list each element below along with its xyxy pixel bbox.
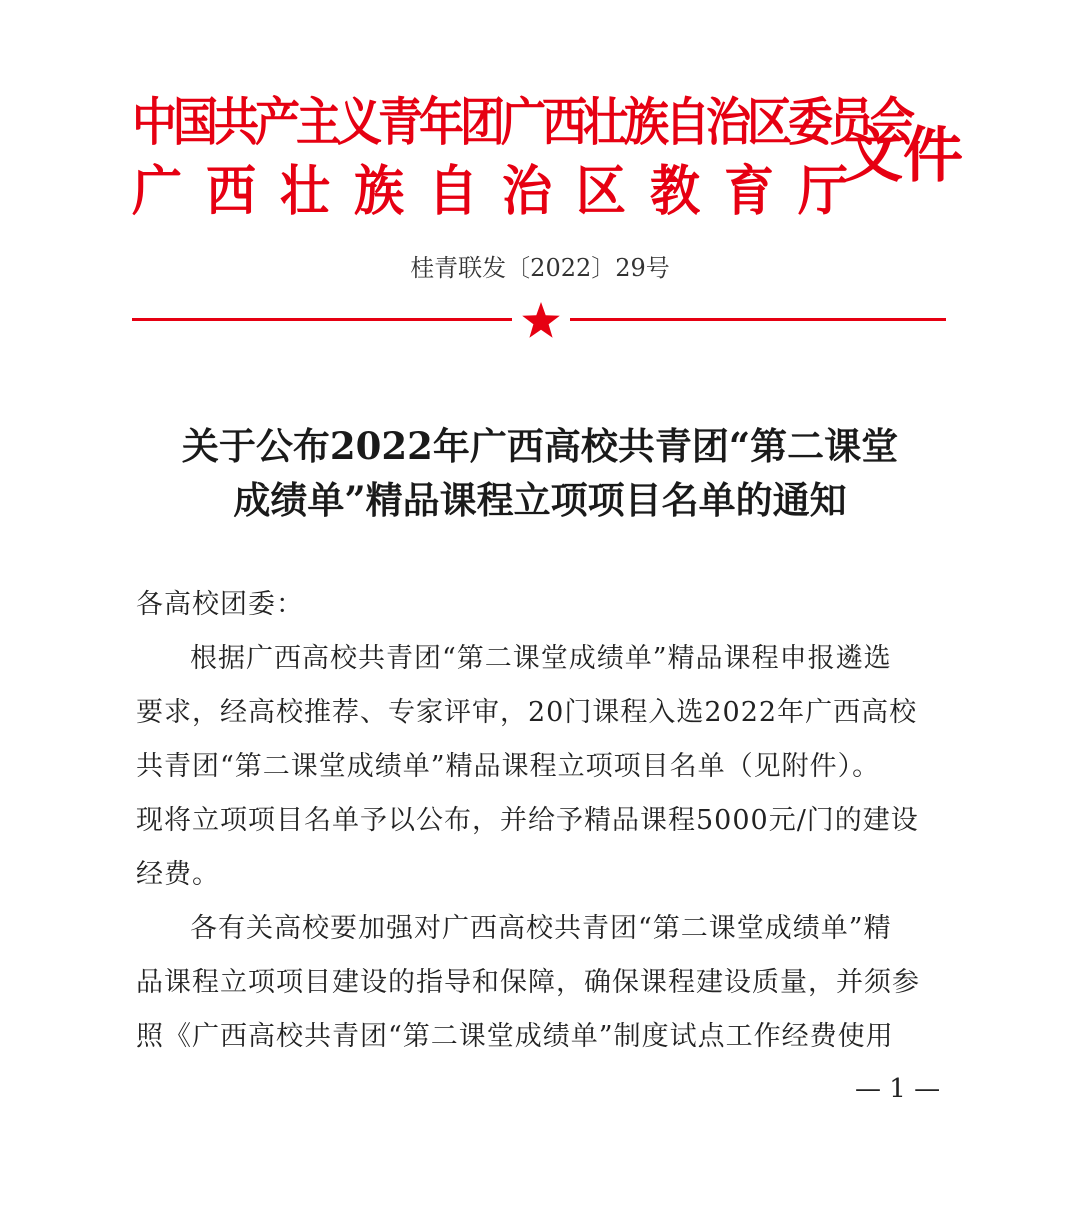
document-suffix: 文件 [843,121,963,191]
notice-title-line-2: 成绩单”精品课程立项项目名单的通知 [233,478,847,522]
paragraph-1-line-3: 共青团“第二课堂成绩单”精品课程立项项目名单（见附件）。 [136,751,881,782]
page-number: — 1 — [855,1074,941,1104]
paragraph-1-line-5: 经费。 [136,859,220,890]
salutation: 各高校团委： [136,589,304,620]
red-separator-left [132,318,512,321]
paragraph-1-line-4: 现将立项项目名单予以公布，并给予精品课程5000元/门的建设 [136,805,919,836]
red-separator-right [570,318,946,321]
paragraph-1-line-2: 要求，经高校推荐、专家评审，20门课程入选2022年广西高校 [136,697,918,728]
paragraph-1-line-1: 根据广西高校共青团“第二课堂成绩单”精品课程申报遴选 [190,643,892,674]
paragraph-2-line-1: 各有关高校要加强对广西高校共青团“第二课堂成绩单”精 [190,913,892,944]
paragraph-2-line-3: 照《广西高校共青团“第二课堂成绩单”制度试点工作经费使用 [136,1021,894,1052]
document-number: 桂青联发〔2022〕29号 [410,254,670,282]
paragraph-2-line-2: 品课程立项项目建设的指导和保障，确保课程建设质量，并须参 [136,967,920,998]
issuer-line-1: 中国共产主义青年团广西壮族自治区委员会 [132,91,912,153]
notice-title-line-1: 关于公布2022年广西高校共青团“第二课堂 [181,424,899,468]
red-star-icon [521,300,561,340]
issuer-line-2: 广西壮族自治区教育厅 [132,158,872,223]
